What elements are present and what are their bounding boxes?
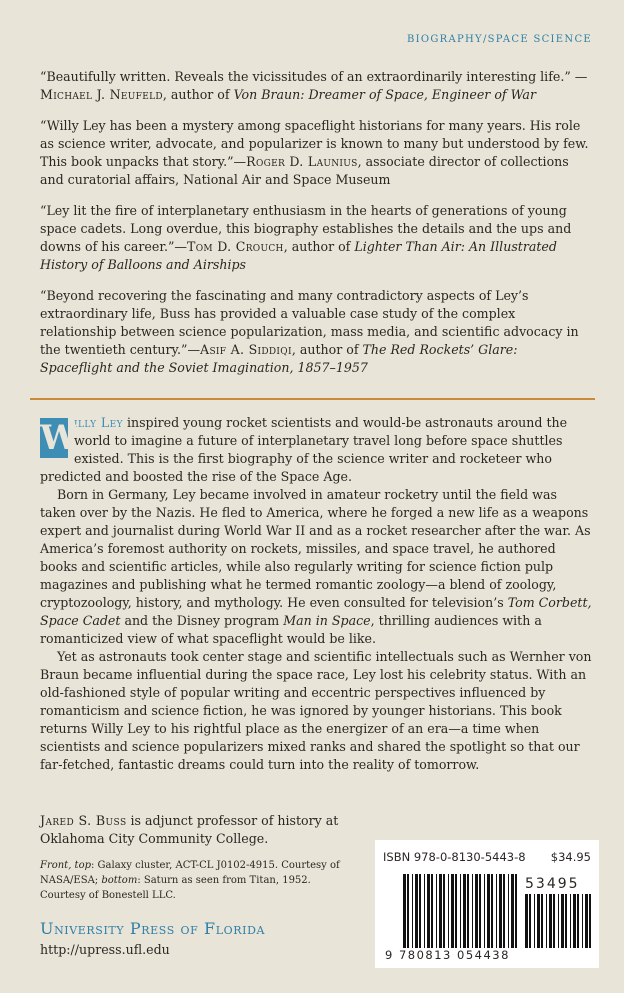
credit-label: Front, top	[40, 860, 91, 871]
author-bio-text: is adjunct professor of history at Oklahoma City Community College.	[40, 813, 339, 846]
quote-3	[40, 202, 590, 274]
barcode-bar	[484, 874, 485, 948]
barcode-bar	[585, 894, 588, 948]
barcode-bar	[479, 874, 481, 948]
barcode-bar	[407, 874, 409, 948]
barcode-bar	[427, 874, 430, 948]
author-name: Jared S. Buss	[40, 813, 127, 828]
description-paragraph-2	[40, 486, 592, 648]
dropcap-letter: W	[40, 418, 79, 458]
barcode-bar	[565, 894, 567, 948]
quote-2	[40, 117, 590, 189]
barcode-bar	[491, 874, 493, 948]
paragraph-text: , thrilling audiences with a romanticized view of what spaceflight would be like.	[40, 613, 542, 646]
isbn-number: ISBN 978-0-8130-5443-8	[383, 850, 526, 864]
quote-affiliation: , associate director of collections and curatorial affairs, National Air and Space Museum	[40, 154, 569, 187]
quote-book-title: Lighter Than Air: An Illustrated History of Balloons and Airships	[40, 239, 557, 272]
lead-in: illy Ley	[74, 415, 123, 430]
barcode-bar	[451, 874, 454, 948]
barcode-bar	[503, 874, 505, 948]
paragraph-text: Born in Germany, Ley became involved in amateur rocketry until the field was taken over by the Nazis. He fled to America, where he forged a new life as a weapons expert and journalist during World War II and as a rocket researcher after the war. As America’s foremost authority on rockets, missiles, and space travel, he authored books and scientific articles, while also regularly writing for science fiction pulp magazines and publishing what he termed romantic zoology—a blend of zoology, cryptozoology, history, and mythology. He even consulted for television’s	[40, 487, 591, 610]
barcode-bar	[412, 874, 413, 948]
review-quotes	[40, 68, 590, 390]
barcode-bar	[403, 874, 406, 948]
quote-text: “Willy Ley has been a mystery among spaceflight historians for many years. His role as science writer, advocate, and popularizer is known to many but understood by few. This book unpacks that story.”—	[40, 118, 589, 169]
barcode-bar	[415, 874, 418, 948]
publisher-url[interactable]: http://upress.ufl.edu	[40, 942, 170, 957]
barcode-bar	[553, 894, 555, 948]
quote-4	[40, 287, 590, 377]
quote-text: “Beautifully written. Reveals the vicissitudes of an extraordinarily interesting life.” —	[40, 69, 588, 84]
quote-author: Asif A. Siddiqi	[200, 342, 292, 357]
credit-label: bottom	[101, 875, 138, 886]
quote-affiliation: , author of	[162, 87, 234, 102]
barcode-bar	[443, 874, 445, 948]
barcode-bar	[561, 894, 564, 948]
barcode-bar	[549, 894, 552, 948]
barcode-bar	[546, 894, 547, 948]
barcode-bar	[499, 874, 502, 948]
barcode-bar	[577, 894, 579, 948]
publisher-name: University Press of Florida	[40, 919, 266, 938]
quote-author: Michael J. Neufeld	[40, 87, 163, 102]
book-description	[40, 414, 592, 774]
barcode-bar	[511, 874, 514, 948]
barcode-bar	[455, 874, 457, 948]
barcode-bar	[525, 894, 528, 948]
barcode-bar	[534, 894, 535, 948]
barcode-bar	[573, 894, 576, 948]
quote-text: “Ley lit the fire of interplanetary enthusiasm in the hearts of generations of young space cadets. Long overdue, this biography establishes the details and the ups and downs of his career.”—	[40, 203, 572, 254]
barcode-bar	[570, 894, 571, 948]
barcode-bar	[460, 874, 461, 948]
description-paragraph-1	[40, 414, 592, 486]
paragraph-text: inspired young rocket scientists and would-be astronauts around the world to imagine a future of interplanetary travel long before space shuttles existed. This is the first biography of the science writer and rocketeer who predicted and boosted the rise of the Space Age.	[40, 415, 568, 484]
isbn-barcode	[375, 840, 599, 968]
barcode-bars	[403, 874, 519, 948]
barcode-bar	[463, 874, 466, 948]
description-paragraph-3: Yet as astronauts took center stage and scientific intellectuals such as Wernher von Braun became influential during the space race, Ley lost his celebrity status. With an old-fashioned style of popular writing and eccentric perspectives influenced by romanticism and science fiction, he was ignored by younger historians. This book returns Willy Ley to his rightful place as the energizer of an era—a time when scientists and science popularizers mixed ranks and shared the spotlight so that our far-fetched, fantastic dreams could turn into the reality of tomorrow.	[40, 649, 592, 772]
quote-book-title: Von Braun: Dreamer of Space, Engineer of War	[233, 87, 536, 102]
barcode-bar	[439, 874, 442, 948]
barcode-bar	[589, 894, 591, 948]
dropcap	[40, 418, 79, 458]
divider-rule	[30, 398, 595, 400]
quote-book-title: The Red Rockets’ Glare: Spaceflight and the Soviet Imagination, 1857–1957	[40, 342, 518, 375]
barcode-bar	[529, 894, 531, 948]
price-barcode-bars	[525, 894, 591, 948]
quote-affiliation: , author of	[283, 239, 355, 254]
barcode-bar	[448, 874, 449, 948]
isbn-line	[383, 850, 591, 864]
author-bio	[40, 812, 340, 848]
barcode-bar	[537, 894, 540, 948]
barcode-bar	[424, 874, 425, 948]
quote-author: Tom D. Crouch	[187, 239, 284, 254]
quote-affiliation: , author of	[291, 342, 363, 357]
barcode-bar	[475, 874, 478, 948]
image-credits	[40, 858, 340, 903]
program-title: Man in Space	[283, 613, 371, 628]
barcode-bar	[515, 874, 517, 948]
price-code: 53495	[525, 876, 580, 892]
barcode-bar	[419, 874, 421, 948]
barcode-digits: 9 780813 054438	[385, 948, 510, 962]
barcode-bar	[508, 874, 509, 948]
quote-text: “Beyond recovering the fascinating and many contradictory aspects of Ley’s extraordinary life, Buss has provided a valuable case study of the complex relationship between science popularization, mass media, and scientific advocacy in the twentieth century.”—	[40, 288, 579, 357]
barcode-bar	[558, 894, 559, 948]
quote-author: Roger D. Launius	[246, 154, 358, 169]
credit-text: : Saturn as seen from Titan, 1952. Courtesy of Bonestell LLC.	[40, 875, 311, 901]
barcode-bar	[582, 894, 583, 948]
barcode-bar	[487, 874, 490, 948]
barcode-bar	[541, 894, 543, 948]
barcode-bar	[436, 874, 437, 948]
barcode-bar	[431, 874, 433, 948]
category-label: BIOGRAPHY/SPACE SCIENCE	[406, 34, 592, 45]
barcode-bar	[472, 874, 473, 948]
price: $34.95	[550, 850, 591, 864]
credit-text: : Galaxy cluster, ACT-CL J0102-4915. Courtesy of NASA/ESA;	[40, 860, 340, 886]
paragraph-text: and the Disney program	[120, 613, 284, 628]
barcode-bar	[467, 874, 469, 948]
quote-1	[40, 68, 590, 104]
barcode-bar	[496, 874, 497, 948]
tv-title: Tom Corbett, Space Cadet	[40, 595, 592, 628]
